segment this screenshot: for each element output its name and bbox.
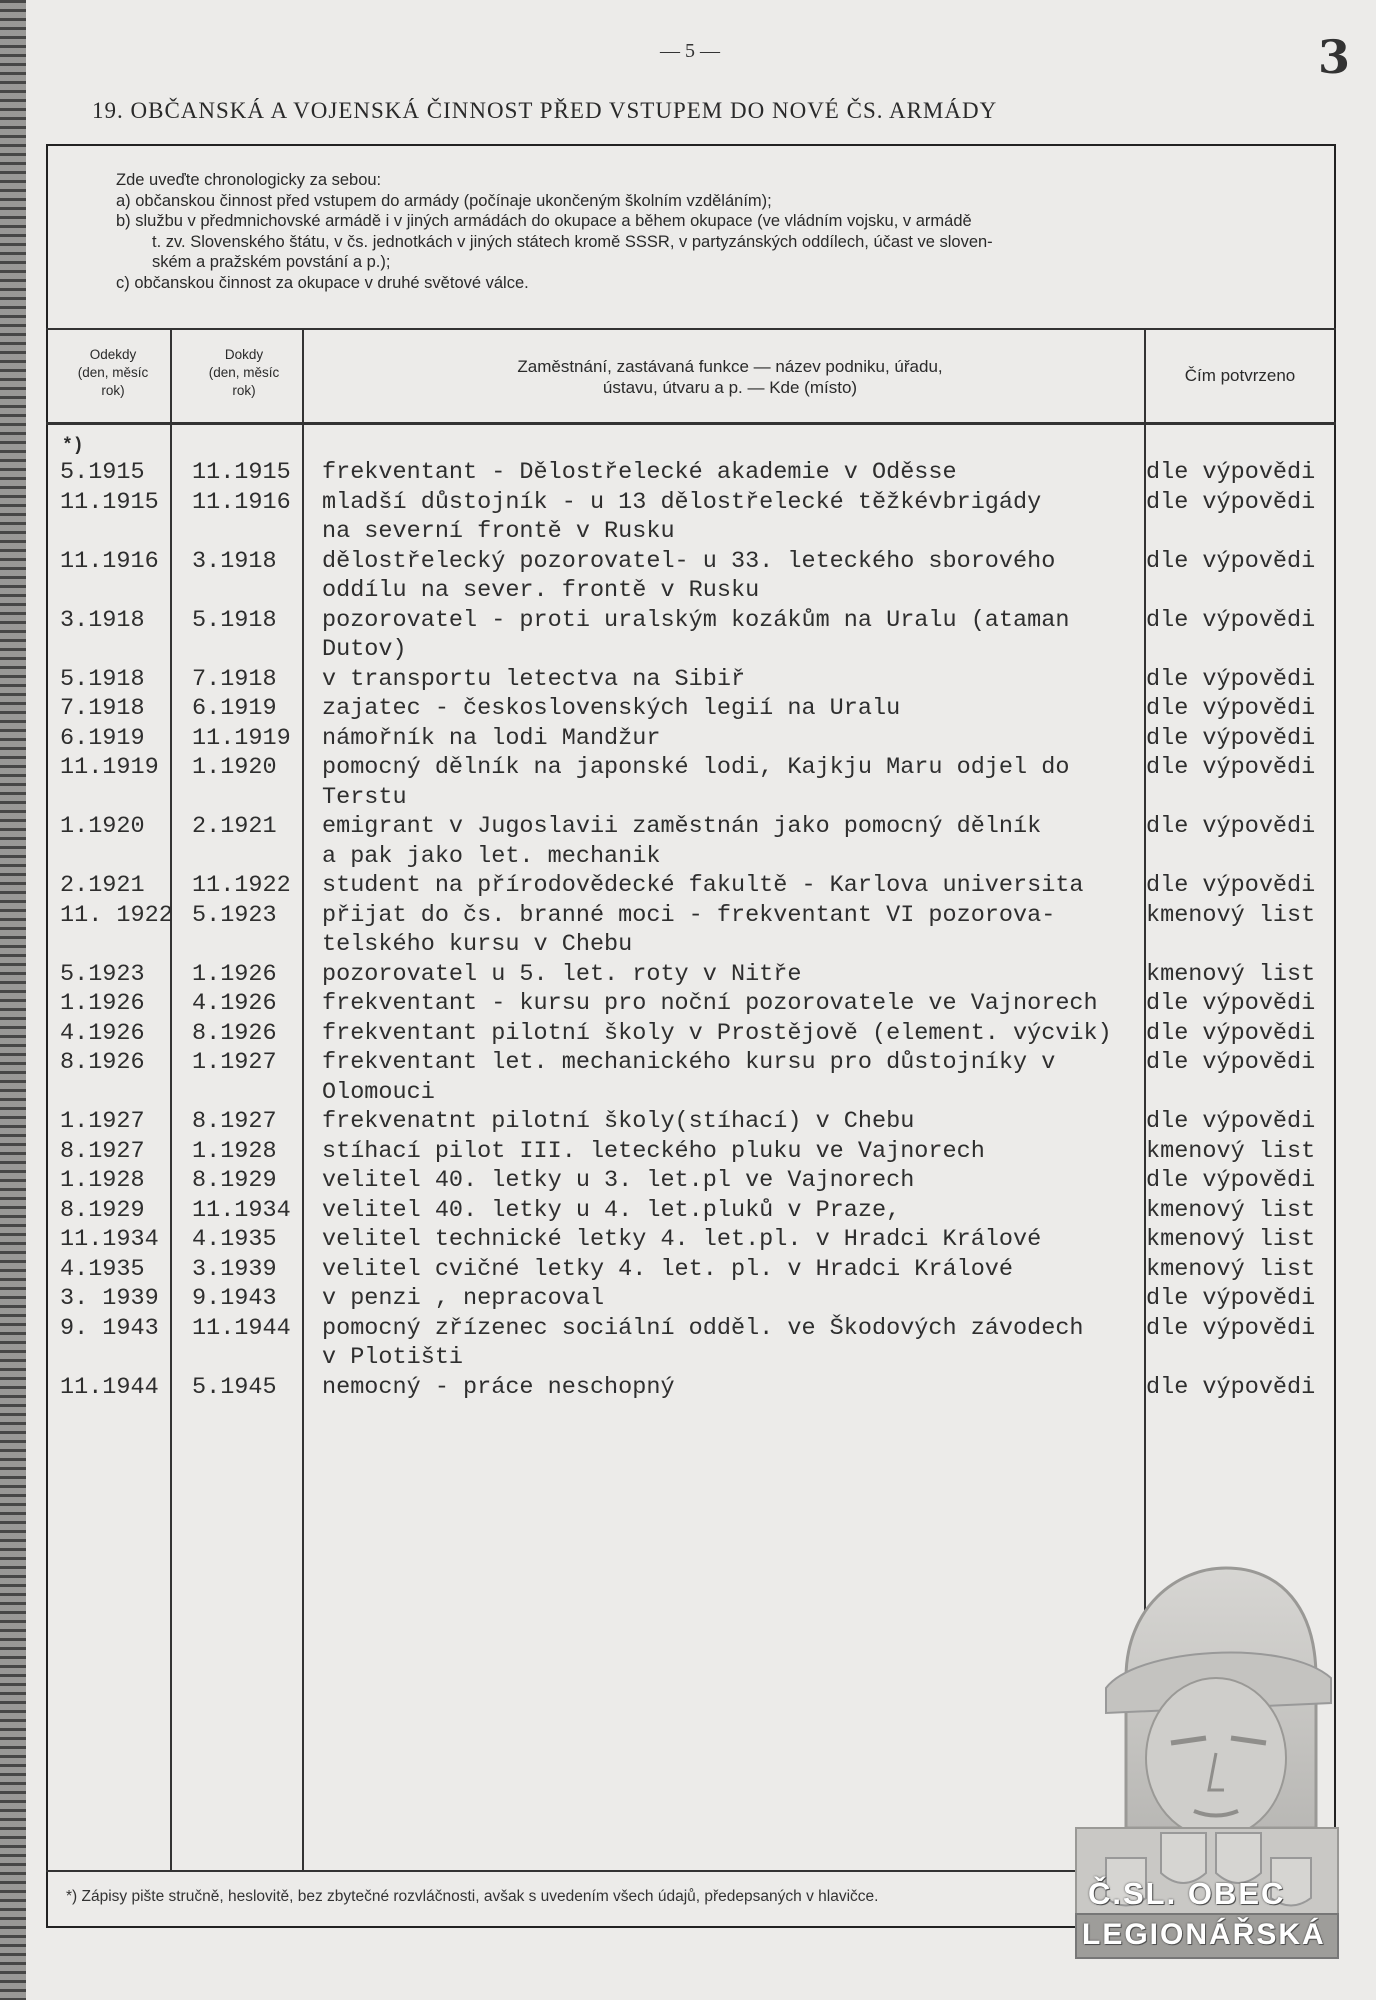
entry-to-date: 1.1926 [192, 960, 277, 988]
entry-to-date: 7.1918 [192, 665, 277, 693]
entry-to-date: 11.1919 [192, 724, 291, 752]
entry-from-date: 11.1915 [60, 488, 159, 516]
entry-from-date: 4.1926 [60, 1019, 145, 1047]
entry-confirmation: dle výpovědi [1146, 459, 1316, 486]
entry-confirmation: kmenový list [1146, 960, 1316, 988]
entry-description: pozorovatel u 5. let. roty v Nitře [322, 960, 802, 988]
entry-from-date: 5.1923 [60, 960, 145, 988]
entry-description: v transportu letectva na Sibiř [322, 665, 746, 693]
entry-confirmation: dle výpovědi [1146, 1019, 1316, 1047]
entry-from-date: 7.1918 [60, 695, 145, 722]
entry-confirmation: dle výpovědi [1146, 606, 1316, 634]
entry-description-continued: Terstu [322, 783, 407, 811]
entry-description: v penzi , nepracoval [322, 1285, 605, 1312]
entry-description: velitel cvičné letky 4. let. pl. v Hradci Králové [322, 1255, 1014, 1283]
entry-from-date: 1.1920 [60, 813, 145, 840]
instruction-c: c) občanskou činnost za okupace v druhé světové válce. [116, 273, 529, 292]
entry-confirmation: dle výpovědi [1146, 1285, 1316, 1312]
entry-to-date: 5.1945 [192, 1373, 277, 1401]
instructions-intro: Zde uveďte chronologicky za sebou: [116, 171, 382, 189]
entry-confirmation: kmenový list [1146, 1196, 1316, 1224]
entry-description: zajatec - československých legií na Uralu [322, 695, 901, 722]
table-row [46, 901, 1336, 930]
entry-description: emigrant v Jugoslavii zaměstnán jako pomocný dělník [322, 813, 1042, 840]
table-row [46, 724, 1336, 753]
entry-description: námořník na lodi Mandžur [322, 724, 661, 752]
entry-confirmation: dle výpovědi [1146, 1049, 1316, 1076]
entry-description: pomocný zřízenec sociální odděl. ve Škodových závodech [322, 1314, 1084, 1342]
table-row [46, 1225, 1336, 1254]
entry-description-continued: a pak jako let. mechanik [322, 842, 661, 870]
entry-confirmation: dle výpovědi [1146, 488, 1316, 516]
entry-to-date: 4.1926 [192, 990, 277, 1017]
entry-from-date: 9. 1943 [60, 1314, 159, 1342]
entry-confirmation: dle výpovědi [1146, 547, 1316, 575]
entry-from-date: 8.1927 [60, 1137, 145, 1165]
entry-description-continued: oddílu na sever. frontě v Rusku [322, 577, 760, 604]
entry-from-date: 11.1919 [60, 754, 159, 781]
table-row [46, 1019, 1336, 1048]
entry-to-date: 4.1935 [192, 1226, 277, 1253]
header-top-rule [46, 328, 1336, 330]
entries-asterisk: *) [62, 436, 84, 456]
entry-description: velitel 40. letky u 4. let.pluků v Praze, [322, 1196, 901, 1224]
entry-description: pomocný dělník na japonské lodi, Kajkju Maru odjel do [322, 754, 1070, 781]
entry-description-continued: Dutov) [322, 636, 407, 663]
entry-confirmation: kmenový list [1146, 901, 1316, 929]
instruction-a: a) občanskou činnost před vstupem do armády (počínaje ukončeným školním vzděláním); [116, 191, 772, 210]
entry-confirmation: dle výpovědi [1146, 754, 1316, 781]
entry-to-date: 6.1919 [192, 695, 277, 722]
entry-description: mladší důstojník - u 13 dělostřelecké těžkévbrigády [322, 488, 1042, 516]
entry-to-date: 3.1939 [192, 1255, 277, 1283]
table-row [46, 694, 1336, 723]
column-header-to: Dokdy (den, měsíc rok) [208, 347, 280, 398]
table-row [46, 1196, 1336, 1225]
entry-description: frekventant - kursu pro noční pozorovatele ve Vajnorech [322, 990, 1098, 1017]
table-row [46, 1373, 1336, 1402]
header-bottom-rule [46, 422, 1336, 425]
entry-to-date: 1.1920 [192, 754, 277, 781]
entry-from-date: 3. 1939 [60, 1285, 159, 1312]
column-header-description: Zaměstnání, zastávaná funkce — název podniku, úřadu, ústavu, útvaru a p. — Kde (místo) [517, 357, 943, 397]
entry-to-date: 11.1922 [192, 872, 291, 899]
entry-from-date: 5.1918 [60, 665, 145, 693]
entry-confirmation: dle výpovědi [1146, 1108, 1316, 1135]
entry-description: frekvenatnt pilotní školy(stíhací) v Chebu [322, 1108, 915, 1135]
table-row [46, 1137, 1336, 1166]
entry-from-date: 4.1935 [60, 1255, 145, 1283]
entry-description-continued: Olomouci [322, 1078, 435, 1106]
entry-confirmation: kmenový list [1146, 1226, 1316, 1253]
legion-association-watermark [1066, 1528, 1346, 1960]
entry-confirmation: dle výpovědi [1146, 990, 1316, 1017]
entry-description: velitel technické letky 4. let.pl. v Hradci Králové [322, 1226, 1042, 1253]
entry-description: přijat do čs. branné moci - frekventant VI pozorova- [322, 901, 1056, 929]
page-number: — 5 — [660, 40, 720, 62]
entry-from-date: 3.1918 [60, 606, 145, 634]
entry-description: velitel 40. letky u 3. let.pl ve Vajnorech [322, 1167, 915, 1194]
entry-from-date: 11.1944 [60, 1373, 159, 1401]
entry-to-date: 11.1944 [192, 1314, 291, 1342]
entry-to-date: 11.1915 [192, 459, 291, 486]
entry-from-date: 1.1928 [60, 1167, 145, 1194]
entry-confirmation: dle výpovědi [1146, 665, 1316, 693]
entry-description-continued: telského kursu v Chebu [322, 931, 633, 958]
entry-to-date: 9.1943 [192, 1285, 277, 1312]
table-row [46, 1048, 1336, 1077]
entry-description: nemocný - práce neschopný [322, 1373, 675, 1401]
table-row [46, 1284, 1336, 1313]
instruction-b-line2: t. zv. Slovenského štátu, v čs. jednotkách v jiných státech kromě SSSR, v partyzánských oddílech, účast ve sloven- [152, 232, 993, 251]
table-row [46, 606, 1336, 635]
entry-description: stíhací pilot III. leteckého pluku ve Vajnorech [322, 1137, 985, 1165]
table-row [46, 665, 1336, 694]
watermark-line2: LEGIONÁŘSKÁ [1082, 1918, 1326, 1951]
entry-from-date: 8.1926 [60, 1049, 145, 1076]
entry-description: pozorovatel - proti uralským kozákům na Uralu (ataman [322, 606, 1070, 634]
entry-description-continued: na severní frontě v Rusku [322, 518, 675, 545]
ring-binding [0, 0, 26, 2000]
entry-confirmation: dle výpovědi [1146, 1314, 1316, 1342]
entry-from-date: 11.1934 [60, 1226, 159, 1253]
table-row [46, 812, 1336, 841]
entry-from-date: 5.1915 [60, 459, 145, 486]
entry-to-date: 5.1918 [192, 606, 277, 634]
table-row [46, 1166, 1336, 1195]
instructions-block [116, 170, 1316, 293]
entry-from-date: 2.1921 [60, 872, 145, 899]
entry-confirmation: dle výpovědi [1146, 724, 1316, 752]
entry-confirmation: dle výpovědi [1146, 813, 1316, 840]
entry-to-date: 8.1929 [192, 1167, 277, 1194]
column-header-confirmed: Čím potvrzeno [1184, 366, 1296, 385]
table-row [46, 547, 1336, 576]
table-row [46, 871, 1336, 900]
entry-from-date: 1.1927 [60, 1108, 145, 1135]
entry-confirmation: kmenový list [1146, 1255, 1316, 1283]
table-row [46, 1107, 1336, 1136]
entry-from-date: 1.1926 [60, 990, 145, 1017]
column-header-from: Odekdy (den, měsíc rok) [77, 347, 149, 398]
entry-to-date: 2.1921 [192, 813, 277, 840]
table-row [46, 1314, 1336, 1343]
entry-description: frekventant pilotní školy v Prostějově (element. výcvik) [322, 1019, 1112, 1047]
entry-confirmation: kmenový list [1146, 1137, 1316, 1165]
entry-description-continued: v Plotišti [322, 1344, 464, 1371]
entry-description: student na přírodovědecké fakultě - Karlova universita [322, 872, 1084, 899]
table-row [46, 753, 1336, 782]
entry-from-date: 8.1929 [60, 1196, 145, 1224]
entry-to-date: 11.1934 [192, 1196, 291, 1224]
entry-description: frekventant let. mechanického kursu pro důstojníky v [322, 1049, 1056, 1076]
entry-to-date: 5.1923 [192, 901, 277, 929]
entry-confirmation: dle výpovědi [1146, 1167, 1316, 1194]
entry-from-date: 11.1916 [60, 547, 159, 575]
entry-confirmation: dle výpovědi [1146, 872, 1316, 899]
section-title: 19. OBČANSKÁ A VOJENSKÁ ČINNOST PŘED VSTUPEM DO NOVÉ ČS. ARMÁDY [92, 98, 998, 123]
entry-from-date: 6.1919 [60, 724, 145, 752]
sheet-number: 3 [1318, 30, 1351, 84]
instruction-b-line3: ském a pražském povstání a p.); [152, 253, 391, 271]
instruction-b-line1: b) službu v předmnichovské armádě i v jiných armádách do okupace a během okupace (ve vládním vojsku, v armádě [116, 212, 972, 230]
entry-to-date: 8.1927 [192, 1108, 277, 1135]
entry-description: frekventant - Dělostřelecké akademie v Oděsse [322, 459, 957, 486]
entry-confirmation: dle výpovědi [1146, 695, 1316, 722]
entry-description: dělostřelecký pozorovatel- u 33. leteckého sborového [322, 547, 1056, 575]
table-row [46, 488, 1336, 517]
footnote: *) Zápisy pište stručně, heslovitě, bez zbytečné rozvláčnosti, avšak s uvedením všech údajů, předepsaných v hlavičce. [66, 1888, 879, 1905]
entry-to-date: 1.1928 [192, 1137, 277, 1165]
entry-from-date: 11. 1922 [60, 901, 173, 929]
table-row [46, 458, 1336, 487]
table-row [46, 989, 1336, 1018]
watermark-line1: Č.SL. OBEC [1088, 1876, 1286, 1911]
entry-confirmation: dle výpovědi [1146, 1373, 1316, 1401]
entry-to-date: 3.1918 [192, 547, 277, 575]
entry-to-date: 1.1927 [192, 1049, 277, 1076]
table-row [46, 1255, 1336, 1284]
entry-to-date: 8.1926 [192, 1019, 277, 1047]
entry-to-date: 11.1916 [192, 488, 291, 516]
table-row [46, 960, 1336, 989]
